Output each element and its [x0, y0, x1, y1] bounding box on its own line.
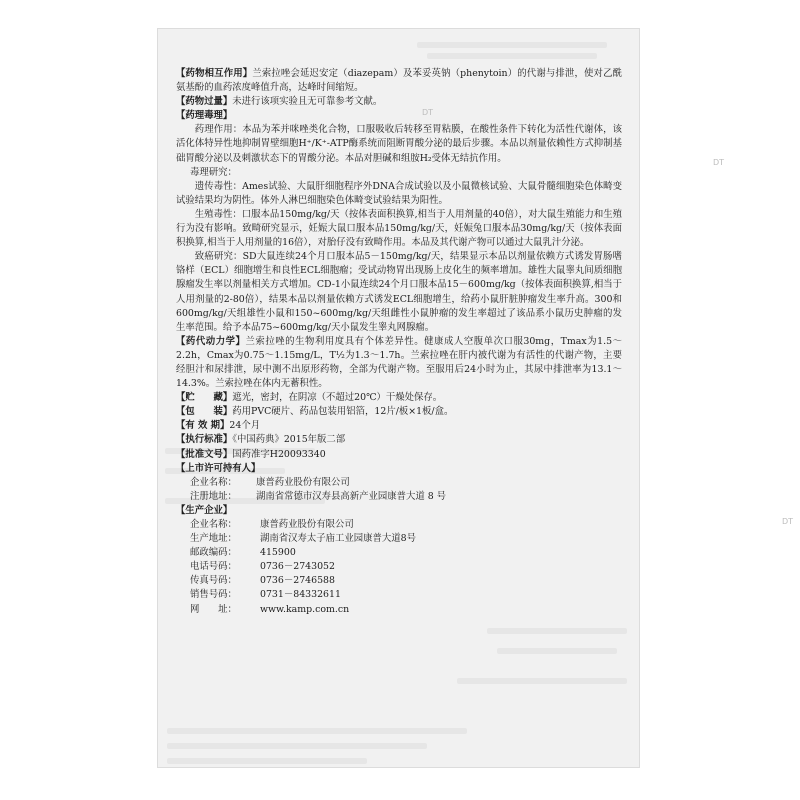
approval-section: [176, 448, 622, 462]
toxicology-subheading: 毒理研究：: [190, 166, 237, 178]
manufacturer-row: [176, 560, 622, 574]
section-label: 【药物过量】: [176, 96, 233, 108]
field-value: 湖南省常德市汉寿县高新产业园康普大道 8 号: [256, 490, 447, 502]
field-key: 传真号码：: [190, 575, 237, 587]
field-key: 销售号码：: [190, 589, 237, 601]
section-text: 兰索拉唑的生物利用度具有个体差异性。健康成人空腹单次口服30mg，Tmax为1.5～2.2h，Cmax为0.75～1.15mg/L，T½为1.3～1.7h。兰索拉唑在肝内被代谢为有活性的代谢产物，主要经胆汁和尿排泄，尿中测不出原形药物，全部为代谢产物。至服用后24小时为止，其尿中排泄率为13.1～14.3%。兰索拉唑在体内无蓄积性。: [176, 335, 622, 390]
section-text: 遮光，密封，在阴凉（不超过20℃）干燥处保存。: [232, 392, 443, 404]
section-label: 【贮 藏】: [176, 392, 233, 404]
toxicology-heading: 【药理毒理】: [176, 110, 233, 122]
section-text: 药用PVC硬片、药品包装用铝箔，12片/板×1板/盒。: [232, 406, 454, 418]
drug-interaction-section: [176, 67, 622, 95]
section-label: 【药代动力学】: [176, 335, 246, 347]
field-value: 湖南省汉寿太子庙工业园康普大道8号: [260, 533, 416, 545]
field-value: 康普药业股份有限公司: [256, 476, 350, 488]
manufacturer-row: [176, 588, 622, 602]
field-key: 电话号码：: [190, 561, 237, 573]
leaflet-content: [176, 67, 622, 617]
field-key: 注册地址：: [190, 490, 237, 502]
pharmacology-paragraph: 药理作用：本品为苯并咪唑类化合物，口服吸收后转移至胃粘膜，在酸性条件下转化为活性代谢体，该活化体特异性地抑制胃壁细胞H⁺/K⁺-ATP酶系统而阻断胃酸分泌的最后步骤。本品以剂量依赖性方式抑制基础胃酸分泌以及刺激状态下的胃酸分泌。本品对胆碱和组胺H₂受体无结抗作用。: [176, 124, 622, 164]
reproductive-toxicity-paragraph: 生殖毒性：口服本品150mg/kg/天（按体表面积换算,相当于人用剂量的40倍），对大鼠生殖能力和生殖行为没有影响。致畸研究显示，妊娠大鼠口服本品150mg/kg/天，妊娠兔口服本品30mg/kg/天（按体表面积换算,相当于人用剂量的16倍），对胎仔没有致畸作用。本品及其代谢产物可以通过大鼠乳汁分泌。: [176, 208, 622, 249]
field-key: 企业名称：: [190, 519, 237, 530]
manufacturer-row: [176, 546, 622, 560]
section-text: 国药准字H20093340: [232, 448, 326, 460]
field-value: 0736－2743052: [260, 561, 335, 573]
holder-address-row: [176, 490, 622, 504]
standard-section: [176, 433, 622, 447]
holder-heading: 【上市许可持有人】: [176, 462, 261, 474]
watermark: DT: [713, 158, 725, 167]
carcinogenicity-paragraph: 致癌研究：SD大鼠连续24个月口服本品5－150mg/kg/天，结果显示本品以剂量依赖方式诱发胃肠嗜铬样（ECL）细胞增生和良性ECL细胞瘤；受试动物胃出现肠上皮化生的频率增加。雄性大鼠睾丸间质细胞腺瘤发生率以剂量相关方式增加。CD-1小鼠连续24个月口服本品15－600mg/kg（按体表面积换算,相当于人用剂量的2-80倍），结果本品以剂量依赖方式诱发ECL细胞增生，给药小鼠肝脏肿瘤发生率升高。300和600mg/kg/天组雄性小鼠和150~600mg/kg/天组雌性小鼠肿瘤的发生率超过了该品系小鼠历史肿瘤的发生率范围。给予本品75~600mg/kg/天小鼠发生睾丸网腺瘤。: [176, 251, 622, 333]
manufacturer-row: [176, 574, 622, 588]
holder-name-row: [176, 476, 622, 490]
website-value: www.kamp.com.cn: [260, 603, 350, 615]
section-label: 【有 效 期】: [176, 420, 230, 432]
section-text: 未进行该项实验且无可靠参考文献。: [232, 96, 383, 108]
overdose-section: [176, 95, 622, 109]
section-label: 【批准文号】: [176, 448, 233, 460]
section-label: 【包 装】: [176, 406, 233, 418]
storage-section: [176, 391, 622, 405]
manufacturer-row: [176, 532, 622, 546]
genotoxicity-paragraph: 遗传毒性：Ames试验、大鼠肝细胞程序外DNA合成试验以及小鼠微核试验、大鼠骨髓细胞染色体畸变试验结果均为阴性。体外人淋巴细胞染色体畸变试验结果为阳性。: [176, 180, 622, 206]
watermark: DT: [782, 517, 794, 526]
field-value: 0736－2746588: [260, 575, 335, 587]
manufacturer-row: [176, 518, 622, 532]
pharmacokinetics-section: [176, 335, 622, 391]
field-key: 企业名称：: [190, 476, 237, 488]
field-key: 邮政编码：: [190, 547, 237, 559]
manufacturer-row: [176, 603, 622, 617]
package-section: [176, 405, 622, 419]
field-key: 网 址：: [190, 603, 237, 615]
manufacturer-heading: 【生产企业】: [176, 504, 233, 516]
validity-section: [176, 419, 622, 433]
field-key: 生产地址：: [190, 533, 237, 545]
section-label: 【执行标准】: [176, 434, 233, 446]
section-text: 24个月: [229, 420, 261, 432]
section-text: 兰索拉唑会延迟安定（diazepam）及苯妥英钠（phenytoin）的代谢与排泄，使对乙酰氨基酚的血药浓度峰值升高，达峰时间缩短。: [176, 68, 622, 94]
field-value: 康普药业股份有限公司: [260, 519, 354, 530]
field-value: 0731－84332611: [260, 589, 341, 601]
section-text: 《中国药典》2015年版二部: [232, 434, 346, 446]
watermark: DT: [422, 108, 434, 117]
field-value: 415900: [260, 547, 296, 559]
section-label: 【药物相互作用】: [176, 68, 253, 79]
